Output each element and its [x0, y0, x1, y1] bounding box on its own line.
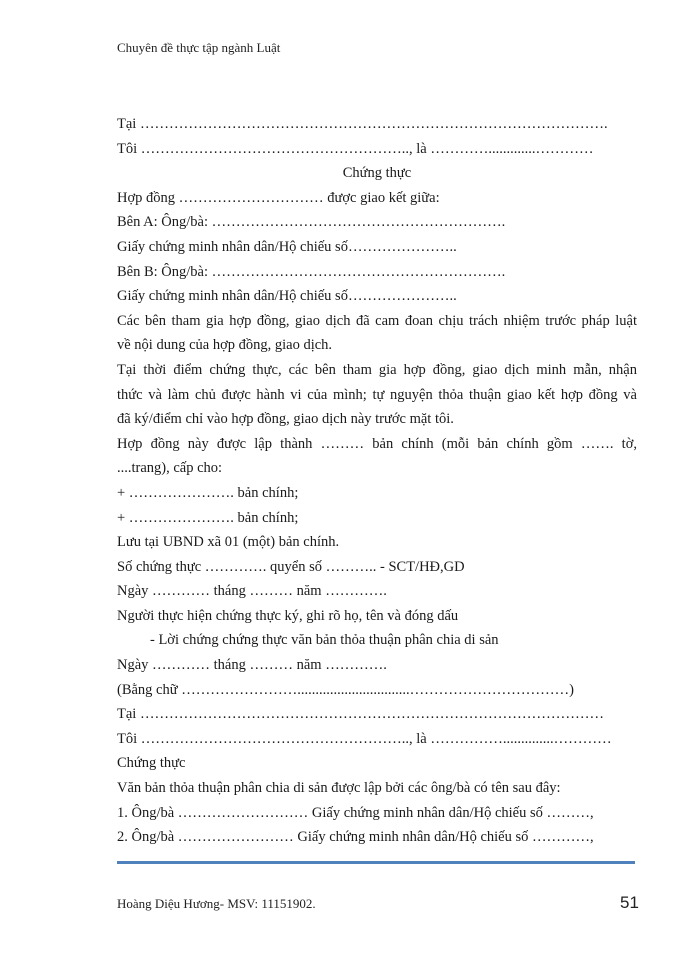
- text-line: (Bằng chữ ……………………...............................……………………………): [117, 681, 574, 698]
- text-line: Người thực hiện chứng thực ký, ghi rõ họ, tên và đóng dấu: [117, 607, 459, 624]
- paragraph-line: Tại thời điểm chứng thực, các bên tham gia hợp đồng, giao dịch minh mẫn, nhận: [117, 361, 637, 378]
- text-line: Tại ……………………………………………………………………………………: [117, 706, 604, 723]
- text-line: Bên B: Ông/bà: …………………………………………………….: [117, 263, 506, 280]
- text-line: Lưu tại UBND xã 01 (một) bản chính.: [117, 534, 340, 551]
- list-item: + …………………. bản chính;: [117, 509, 299, 526]
- paragraph-line: về nội dung của hợp đồng, giao dịch.: [117, 337, 333, 354]
- text-line: Số chứng thực …………. quyển số ……….. - SCT/HĐ,GD: [117, 558, 465, 575]
- paragraph-line: ....trang), cấp cho:: [117, 460, 223, 477]
- list-item: + …………………. bản chính;: [117, 484, 299, 501]
- running-header: Chuyên đề thực tập ngành Luật: [117, 40, 281, 55]
- text-line: Ngày ………… tháng ……… năm ………….: [117, 657, 387, 674]
- paragraph-line: thức và làm chủ được hành vi của mình; tự nguyện thỏa thuận giao kết hợp đồng và: [117, 386, 637, 403]
- page-number: 51: [620, 893, 639, 912]
- paragraph-line: Hợp đồng này được lập thành ……… bản chính (mỗi bản chính gồm ……. tờ,: [117, 435, 637, 452]
- text-line: Tôi ……………………………………………….., là ……………..............…………: [117, 730, 612, 747]
- text-line: Bên A: Ông/bà: …………………………………………………….: [117, 214, 506, 231]
- list-item: 1. Ông/bà ……………………… Giấy chứng minh nhân dân/Hộ chiếu số ………,: [117, 804, 594, 821]
- footer-author: Hoàng Diệu Hương- MSV: 11151902.: [117, 896, 316, 911]
- text-line: Hợp đồng ………………………… được giao kết giữa:: [117, 189, 440, 206]
- text-line: Văn bản thỏa thuận phân chia di sản được lập bởi các ông/bà có tên sau đây:: [117, 780, 561, 797]
- document-body: [117, 112, 637, 850]
- paragraph-line: đã ký/điểm chỉ vào hợp đồng, giao dịch này trước mặt tôi.: [117, 411, 454, 428]
- text-line: Tôi ……………………………………………….., là ………….............…………: [117, 140, 594, 157]
- footer-divider: [117, 861, 635, 864]
- section-heading: Chứng thực: [117, 755, 186, 772]
- subsection-heading: - Lời chứng chứng thực văn bản thỏa thuận phân chia di sản: [150, 632, 499, 649]
- paragraph-line: Các bên tham gia hợp đồng, giao dịch đã cam đoan chịu trách nhiệm trước pháp luật: [117, 312, 637, 329]
- text-line: Ngày ………… tháng ……… năm ………….: [117, 583, 387, 600]
- list-item: 2. Ông/bà …………………… Giấy chứng minh nhân dân/Hộ chiếu số …………,: [117, 829, 594, 846]
- text-line: Giấy chứng minh nhân dân/Hộ chiếu số…………………..: [117, 238, 457, 255]
- text-line: Tại …………………………………………………………………………………….: [117, 116, 608, 132]
- text-line: Giấy chứng minh nhân dân/Hộ chiếu số…………………..: [117, 288, 457, 305]
- section-heading: Chứng thực: [342, 165, 412, 182]
